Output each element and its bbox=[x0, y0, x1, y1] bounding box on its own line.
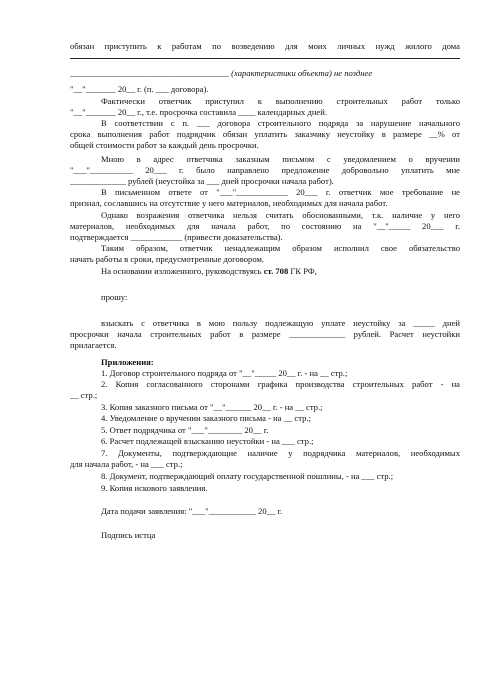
attachment-item-cont: для начала работ, - на ___ стр.; bbox=[70, 459, 183, 469]
law-article-reference: ст. 708 bbox=[263, 266, 289, 276]
text-span: ГК РФ, bbox=[288, 266, 317, 276]
attachment-item-cont: __ стр.; bbox=[70, 390, 98, 400]
attachment-item: 2. Копия согласованного сторонами графика производства строительных работ - на bbox=[101, 379, 460, 389]
attachment-item: 4. Уведомление о вручении заказного письма - на __ стр.; bbox=[101, 413, 311, 423]
text-line: общей стоимости работ за каждый день просрочки. bbox=[70, 140, 259, 150]
attachment-item: 6. Расчет подлежащей взысканию неустойки - на ___ стр.; bbox=[101, 436, 314, 446]
text-line: "__"_______ 20__ г. (п. ___ договора). bbox=[70, 84, 209, 94]
signature-line: Подпись истца bbox=[101, 530, 156, 540]
text-line: Фактически ответчик приступил к выполнению строительных работ только bbox=[101, 96, 460, 106]
text-line: Мною в адрес ответчика заказным письмом с уведомлением о вручении bbox=[101, 154, 460, 164]
attachment-item: 3. Копия заказного письма от "__"______ 20__ г. - на __ стр.; bbox=[101, 402, 323, 412]
text-line: взыскать с ответчика в мою пользу подлежащую уплате неустойку за _____ дней bbox=[101, 318, 460, 328]
text-span: На основании изложенного, руководствуясь bbox=[101, 266, 264, 276]
text-line: подтверждается ____________ (привести доказательства). bbox=[70, 232, 283, 242]
attachment-item: 7. Документы, подтверждающие наличие у подрядчика материалов, необходимых bbox=[101, 448, 460, 458]
attachment-item: 5. Ответ подрядчика от "___"________ 20__ г. bbox=[101, 425, 269, 435]
text-line: "__"_______ 20__ г., т.е. просрочка составила ____ календарных дней. bbox=[70, 107, 327, 117]
legal-basis-line bbox=[101, 266, 460, 277]
filing-date-line: Дата подачи заявления: "___"___________ 20__ г. bbox=[101, 506, 283, 516]
text-line: "___"__________ 20___ г. было направлено предложение добровольно уплатить мне bbox=[70, 165, 460, 175]
text-line: материалов, необходимых для начала работ, по состоянию на "__"_____ 20___ г. bbox=[70, 221, 460, 231]
attachment-item: 1. Договор строительного подряда от "__"_____ 20__ г. - на __ стр.; bbox=[101, 368, 348, 378]
request-heading: прошу: bbox=[101, 292, 128, 302]
text-line: просрочки начала строительных работ в размере _____________ рублей. Расчет неустойки bbox=[70, 329, 460, 339]
text-line: начать работы в сроки, предусмотренные договором. bbox=[70, 254, 265, 264]
text-line: срока выполнения работ подрядчик обязан уплатить заказчику неустойку в размере __% от bbox=[70, 129, 460, 139]
text-line: обязан приступить к работам по возведению для моих личных нужд жилого дома bbox=[70, 41, 460, 51]
text-line: В соответствии с п. ___ договора строительного подряда за нарушение начального bbox=[101, 118, 460, 128]
text-line: Однако возражения ответчика нельзя считать обоснованными, т.к. наличие у него bbox=[101, 210, 460, 220]
text-line: В письменном ответе от "___"____________ 20___ г. ответчик мое требование не bbox=[101, 187, 460, 197]
attachments-title: Приложения: bbox=[101, 357, 154, 367]
blank-rule bbox=[70, 58, 460, 59]
text-line: признал, сославшись на отсутствие у него материалов, необходимых для начала работ. bbox=[70, 198, 388, 208]
text-line: _____________ рублей (неустойка за ___ дней просрочки начала работ). bbox=[70, 176, 334, 186]
text-line: Таким образом, ответчик ненадлежащим образом исполнил свое обязательство bbox=[101, 243, 460, 253]
object-characteristics-line: _____________________________________ (характеристики объекта) не позднее bbox=[70, 68, 373, 78]
attachment-item: 8. Документ, подтверждающий оплату государственной пошлины, - на ___ стр.; bbox=[101, 471, 394, 481]
text-line: прилагается. bbox=[70, 340, 117, 350]
attachment-item: 9. Копия искового заявления. bbox=[101, 483, 208, 493]
